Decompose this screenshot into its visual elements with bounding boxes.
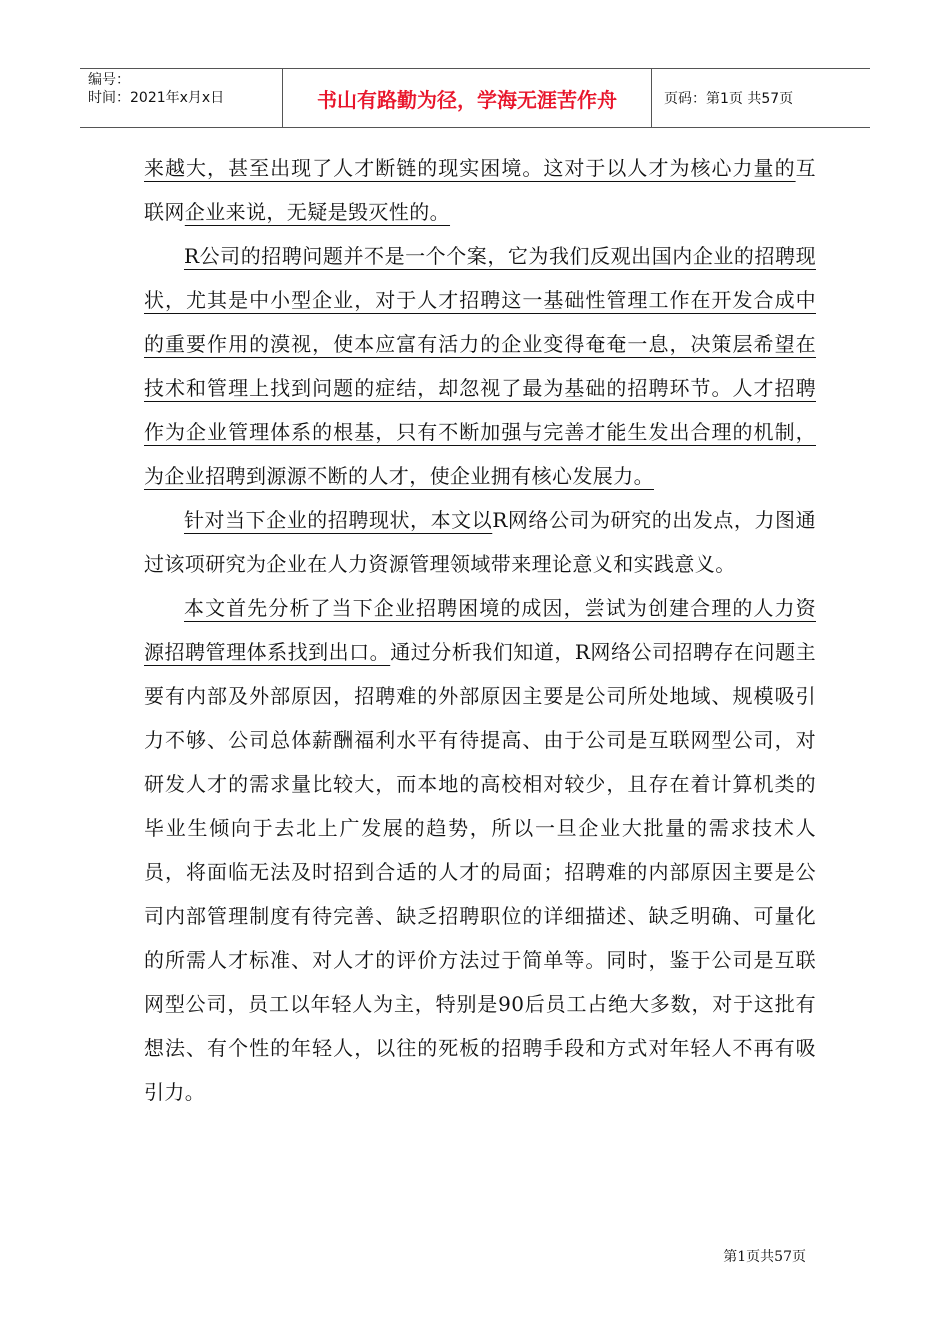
- document-time-label: 时间：2021年x月x日: [88, 90, 225, 106]
- paragraph-1: [144, 146, 816, 234]
- paragraph-1-plain: 互联网: [144, 156, 816, 224]
- paragraph-1-underlined-end: 企业来说，无疑是毁灭性的。: [184, 200, 451, 224]
- header-page-info: 页码：第1页 共57页: [664, 91, 794, 107]
- paragraph-4: [144, 586, 816, 1114]
- paragraph-3-underlined: 针对当下企业的招聘现状，本文以: [184, 508, 493, 532]
- header-motto: 书山有路勤为径，学海无涯苦作舟: [282, 69, 652, 127]
- document-number-label: 编号：: [88, 72, 130, 88]
- paragraph-3: [144, 498, 816, 586]
- header-meta: [80, 69, 282, 127]
- paragraph-1-underlined: 来越大，甚至出现了人才断链的现实困境。这对于以人才为核心力量的: [144, 156, 796, 180]
- paragraph-4-plain: 通过分析我们知道，R网络公司招聘存在问题主要有内部及外部原因，招聘难的外部原因主要是公司所处地域、规模吸引力不够、公司总体薪酬福利水平有待提高、由于公司是互联网型公司，对研发人才的需求量比较大，而本地的高校相对较少，且存在着计算机类的毕业生倾向于去北上广发展的趋势，所以一旦企业大批量的需求技术人员，将面临无法及时招到合适的人才的局面；招聘难的内部原因主要是公司内部管理制度有待完善、缺乏招聘职位的详细描述、缺乏明确、可量化的所需人才标准、对人才的评价方法过于简单等。同时，鉴于公司是互联网型公司，员工以年轻人为主，特别是90后员工占绝大多数，对于这批有想法、有个性的年轻人，以往的死板的招聘手段和方式对年轻人不再有吸引力。: [144, 640, 816, 1104]
- paragraph-2-underlined: R公司的招聘问题并不是一个个案，它为我们反观出国内企业的招聘现状，尤其是中小型企业，对于人才招聘这一基础性管理工作在开发合成中的重要作用的漠视，使本应富有活力的企业变得奄奄一息，决策层希望在技术和管理上找到问题的症结，却忽视了最为基础的招聘环节。人才招聘作为企业管理体系的根基，只有不断加强与完善才能生发出合理的机制，为企业招聘到源源不断的人才，使企业拥有核心发展力。: [144, 244, 816, 488]
- paragraph-4-underlined: 本文首先分析了当下企业招聘困境的成因，尝试为创建合理的人力资源招聘管理体系找到出口。: [144, 596, 816, 664]
- paragraph-3-plain: R网络公司为研究的出发点，力图通过该项研究为企业在人力资源管理领域带来理论意义和实践意义。: [144, 508, 816, 576]
- page-header: [80, 68, 870, 128]
- page-footer: 第1页共57页: [723, 1249, 806, 1265]
- paragraph-2: [144, 234, 816, 498]
- document-body: [144, 146, 816, 1114]
